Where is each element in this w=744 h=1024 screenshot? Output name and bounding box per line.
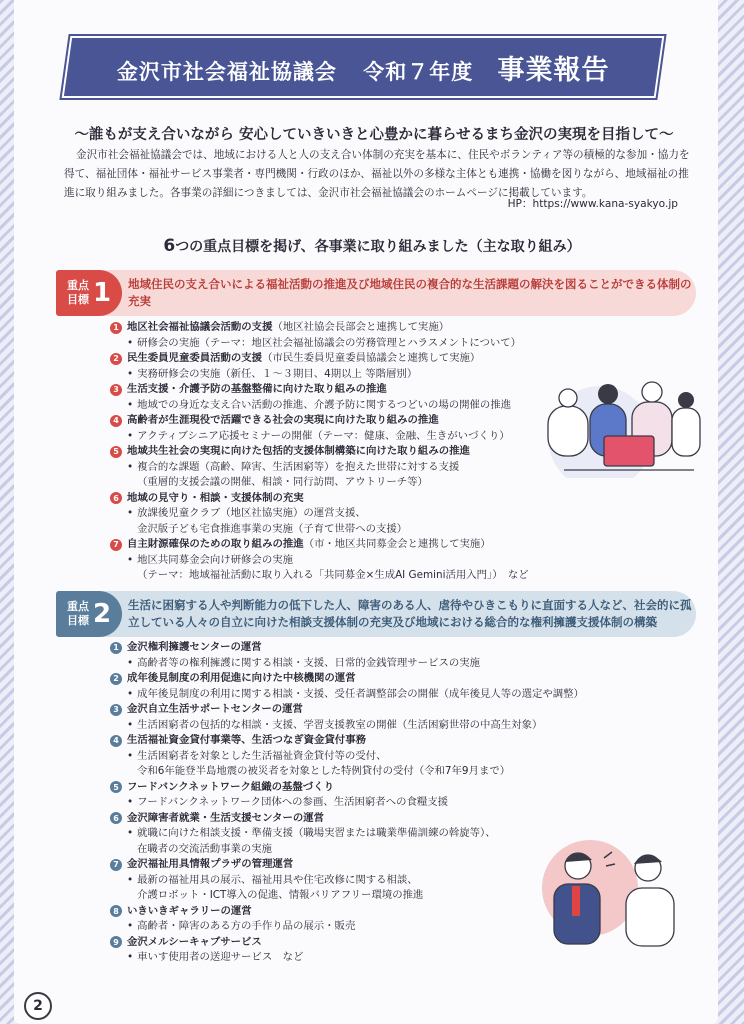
number-badge: 5 <box>110 446 122 458</box>
list-item-detail: • 放課後児童クラブ（地区社協実施）の運営支援、 <box>110 506 529 522</box>
list-item-title: 金沢権利擁護センターの運営 <box>127 641 262 653</box>
list-item-title: 金沢メルシーキャブサービス <box>127 935 262 948</box>
goal-2-tag <box>56 591 122 637</box>
goal-1-banner <box>56 270 696 316</box>
list-item-title: 地区社会福祉協議会活動の支援 <box>127 321 273 333</box>
list-item-detail: • フードバンクネットワーク団体への参画、生活困窮者への食糧支援 <box>110 795 584 811</box>
homepage-link[interactable]: HP：https://www.kana-syakyo.jp <box>507 198 678 210</box>
list-item-title: 金沢障害者就業・生活支援センターの運営 <box>127 811 325 824</box>
list-item-detail-continued: （重層的支援会議の開催、相談・同行訪問、アウトリーチ等） <box>137 476 428 488</box>
list-item-detail: • 研修会の実施（テーマ：地区社会福祉協議会の労務管理とハラスメントについて） <box>110 336 529 352</box>
list-item-detail-continued: （テーマ：地域福祉活動に取り入れる「共同募金×生成AI Gemini活用入門」） など <box>137 569 529 581</box>
fiscal-year: 令和７年度 <box>363 59 473 84</box>
list-item-detail-continued: 在職者の交流活動事業の実施 <box>137 842 273 855</box>
list-item <box>110 351 529 367</box>
goal-1-tag <box>56 270 122 316</box>
goal-1-text: 地域住民の支え合いによる福祉活動の推進及び地域住民の複合的な生活課題の解決を図ることができる体制の充実 <box>128 277 692 308</box>
page <box>14 0 718 1024</box>
list-item-note: （地区社協会長部会と連携して実施） <box>272 321 450 333</box>
section-heading-number: 6 <box>163 236 176 256</box>
goal-2-banner <box>56 591 696 637</box>
number-badge: 5 <box>110 781 122 793</box>
subtitle: ～誰もが支え合いながら 安心していきいきと心豊かに暮らせるまち金沢の実現を目指して～ <box>74 127 674 143</box>
list-item-detail: • 生活困窮者を対象とした生活福祉資金貸付等の受付、 <box>110 749 584 765</box>
number-badge: 7 <box>110 539 122 551</box>
number-badge: 3 <box>110 704 122 716</box>
number-badge: 8 <box>110 905 122 917</box>
list-item-detail: • アクティブシニア応援セミナーの開催（テーマ：健康、金融、生きがいづくり） <box>110 429 529 445</box>
number-badge: 7 <box>110 859 122 871</box>
list-item <box>110 444 529 460</box>
list-item-note: （市・地区共同募金会と連携して実施） <box>303 538 491 550</box>
list-item-note: （市民生委員児童委員協議会と連携して実施） <box>262 352 481 364</box>
list-item <box>110 491 529 507</box>
number-badge: 1 <box>110 642 122 654</box>
list-item <box>110 320 529 336</box>
goal-2-number: 2 <box>92 599 112 629</box>
list-item-title: 成年後見制度の利用促進に向けた中核機関の運営 <box>127 672 356 684</box>
list-item-detail: • 生活困窮者の包括的な相談・支援、学習支援教室の開催（生活困窮世帯の中高生対象） <box>110 718 584 734</box>
list-item-detail-continued: 金沢版子ども宅食推進事業の実施（子育て世帯への支援） <box>137 522 408 535</box>
goal-2-list <box>110 640 584 966</box>
list-item-title: 生活福祉資金貸付事業等、生活つなぎ資金貸付事務 <box>127 734 366 746</box>
list-item-detail: • 複合的な課題（高齢、障害、生活困窮等）を抱えた世帯に対する支援 <box>110 460 529 476</box>
section-heading-text: つの重点目標を掲げ、各事業に取り組みました（主な取り組み） <box>175 239 581 255</box>
list-item-title: 地域の見守り・相談・支援体制の充実 <box>127 491 304 504</box>
goal-1-list <box>110 320 529 584</box>
list-item-detail: • 地区共同募金会向け研修会の実施 <box>110 553 529 569</box>
list-item-title: いきいきギャラリーの運営 <box>127 904 252 917</box>
intro-paragraph: 金沢市社会福祉協議会では、地域における人と人の支え合い体制の充実を基本に、住民やボランティア等の積極的な参加・協力を得て、福祉団体・福祉サービス事業者・専門機関・行政のほか、福祉以外の多様な主体とも連携・協働を図りながら、地域福祉の推進に取り組みました。各事業の詳細につきましては、金沢市社会福祉協議会のホームページに掲載しています。 <box>64 149 690 199</box>
goal-tag-label: 目標 <box>66 614 89 627</box>
section-heading <box>14 236 730 256</box>
list-item <box>110 780 584 796</box>
list-item-detail: • 最新の福祉用具の展示、福祉用具や住宅改修に関する相談、 <box>110 873 584 889</box>
list-item <box>110 413 529 429</box>
list-item-title: 生活支援・介護予防の基盤整備に向けた取り組みの推進 <box>127 383 387 395</box>
list-item-title: 地域共生社会の実現に向けた包括的支援体制構築に向けた取り組みの推進 <box>127 445 470 457</box>
org-name: 金沢市社会福祉協議会 <box>116 59 337 84</box>
team-laptop-illustration <box>544 378 704 478</box>
list-item-title: 金沢自立生活サポートセンターの運営 <box>127 703 303 715</box>
list-item <box>110 733 584 749</box>
list-item-detail: • 就職に向けた相談支援・準備支援（職場実習または職業準備訓練の斡旋等）、 <box>110 826 584 842</box>
list-item-title: 高齢者が生涯現役で活躍できる社会の実現に向けた取り組みの推進 <box>127 414 439 426</box>
number-badge: 3 <box>110 384 122 396</box>
list-item-title: 民生委員児童委員活動の支援 <box>127 352 263 364</box>
goal-tag-label: 重点 <box>66 600 89 613</box>
list-item <box>110 640 584 656</box>
number-badge: 6 <box>110 812 122 824</box>
goal-2-text: 生活に困窮する人や判断能力の低下した人、障害のある人、虐待やひきこもりに直面する人など、社会的に孤立している人々の自立に向けた相談支援体制の充実及び地域における総合的な権利擁護支援体制の構築 <box>128 598 692 629</box>
consultation-illustration <box>534 838 694 948</box>
number-badge: 4 <box>110 735 122 747</box>
list-item-detail: • 車いす使用者の送迎サービス など <box>110 950 584 966</box>
list-item <box>110 857 584 873</box>
number-badge: 6 <box>110 492 122 504</box>
list-item-detail-continued: 令和6年能登半島地震の被災者を対象とした特例貸付の受付（令和7年9月まで） <box>137 765 511 777</box>
number-badge: 2 <box>110 353 122 365</box>
number-badge: 4 <box>110 415 122 427</box>
list-item <box>110 702 584 718</box>
list-item-title: フードバンクネットワーク組織の基盤づくり <box>127 780 334 793</box>
title-banner <box>62 36 665 98</box>
list-item <box>110 537 529 553</box>
list-item-title: 自主財源確保のための取り組みの推進 <box>127 538 304 550</box>
list-item-detail: • 高齢者等の権利擁護に関する相談・支援、日常的金銭管理サービスの実施 <box>110 656 584 672</box>
goal-tag-label: 目標 <box>66 293 89 306</box>
list-item-detail: • 実務研修会の実施（新任、１～３期目、4期以上 等階層別） <box>110 367 529 383</box>
list-item <box>110 811 584 827</box>
list-item-detail: • 地域での身近な支え合い活動の推進、介護予防に関するつどいの場の開催の推進 <box>110 398 529 414</box>
list-item-detail: • 高齢者・障害のある方の手作り品の展示・販売 <box>110 919 584 935</box>
page-number: 2 <box>24 992 52 1020</box>
number-badge: 9 <box>110 936 122 948</box>
goal-tag-label: 重点 <box>66 279 89 292</box>
list-item-detail: • 成年後見制度の利用に関する相談・支援、受任者調整部会の開催（成年後見人等の選定や調整） <box>110 687 584 703</box>
list-item <box>110 382 529 398</box>
list-item-title: 金沢福祉用具情報プラザの管理運営 <box>127 858 294 870</box>
goal-1-number: 1 <box>92 278 112 308</box>
list-item <box>110 935 584 951</box>
number-badge: 1 <box>110 322 122 334</box>
list-item-detail-continued: 介護ロボット・ICT導入の促進、情報バリアフリー環境の推進 <box>137 889 424 901</box>
list-item <box>110 904 584 920</box>
report-title: 事業報告 <box>497 54 610 86</box>
list-item <box>110 671 584 687</box>
number-badge: 2 <box>110 673 122 685</box>
